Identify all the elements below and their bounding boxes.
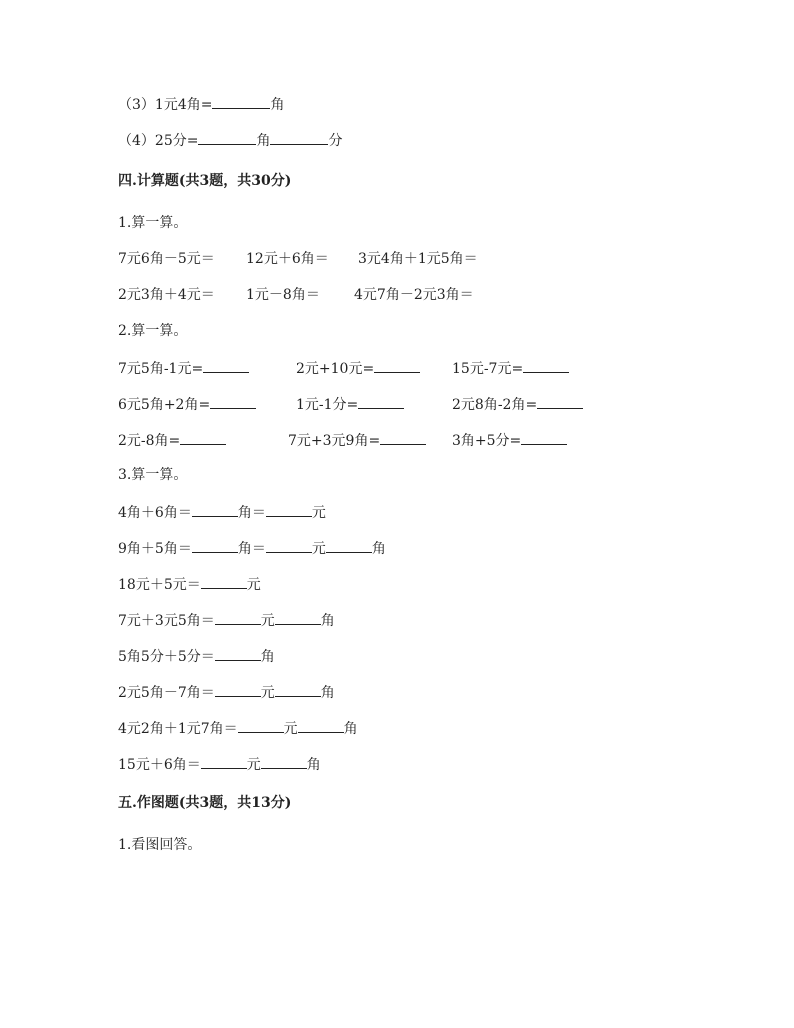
calc-unit: 角 (320, 685, 335, 701)
calc-item (452, 358, 569, 378)
answer-blank[interactable] (380, 430, 426, 445)
calc-unit: 角 (343, 721, 358, 737)
calc-item (118, 358, 249, 378)
question-3-4 (118, 130, 342, 150)
calc-unit: 角 (371, 541, 386, 557)
calc-unit: 角 (306, 757, 321, 773)
question-4-3-title: 3.算一算。 (118, 467, 188, 483)
calc-expr: 5角5分＋5分＝ (118, 649, 215, 665)
answer-blank[interactable] (275, 610, 321, 625)
question-4-2-title: 2.算一算。 (118, 323, 188, 339)
calc-expr: 9角＋5角＝ (118, 541, 192, 557)
calc-unit: 元 (246, 577, 261, 593)
calc-item: 2元3角＋4元＝ (118, 287, 215, 303)
answer-blank[interactable] (374, 358, 420, 373)
calc-item: 3元4角＋1元5角＝ (358, 251, 478, 267)
calc-expr: 15元-7元= (452, 361, 524, 377)
calc-expr: 2元+10元= (296, 361, 375, 377)
answer-blank[interactable] (326, 538, 372, 553)
q-prefix: （3）1元4角= (118, 97, 213, 113)
answer-blank[interactable] (270, 130, 328, 145)
calc-expr: 2元5角－7角＝ (118, 685, 215, 701)
calc-expr: 4角＋6角＝ (118, 505, 192, 521)
answer-blank[interactable] (537, 394, 583, 409)
fill-item (118, 682, 335, 702)
calc-unit: 角＝ (237, 541, 266, 557)
answer-blank[interactable] (192, 502, 238, 517)
calc-item (452, 430, 567, 450)
fill-item (118, 610, 335, 630)
calc-expr: 2元8角-2角= (452, 397, 538, 413)
calc-unit: 角 (320, 613, 335, 629)
question-3-3 (118, 94, 284, 114)
answer-blank[interactable] (275, 682, 321, 697)
calc-unit: 元 (283, 721, 298, 737)
q-unit: 角 (256, 133, 271, 149)
answer-blank[interactable] (203, 358, 249, 373)
answer-blank[interactable] (261, 754, 307, 769)
question-4-1-title: 1.算一算。 (118, 215, 188, 231)
answer-blank[interactable] (215, 646, 261, 661)
answer-blank[interactable] (298, 718, 344, 733)
calc-item (296, 394, 404, 414)
calc-expr: 7元5角-1元= (118, 361, 204, 377)
calc-unit: 角＝ (237, 505, 266, 521)
calc-expr: 7元+3元9角= (288, 433, 381, 449)
calc-item: 12元＋6角＝ (246, 251, 329, 267)
answer-blank[interactable] (180, 430, 226, 445)
answer-blank[interactable] (523, 358, 569, 373)
answer-blank[interactable] (212, 94, 270, 109)
calc-expr: 18元＋5元＝ (118, 577, 201, 593)
calc-item: 1元－8角＝ (246, 287, 320, 303)
fill-item (118, 502, 326, 522)
calc-item: 7元6角－5元＝ (118, 251, 215, 267)
answer-blank[interactable] (358, 394, 404, 409)
calc-unit: 元 (311, 505, 326, 521)
answer-blank[interactable] (210, 394, 256, 409)
calc-expr: 2元-8角= (118, 433, 181, 449)
answer-blank[interactable] (192, 538, 238, 553)
calc-item (288, 430, 426, 450)
calc-expr: 15元＋6角＝ (118, 757, 201, 773)
fill-item (118, 718, 358, 738)
answer-blank[interactable] (266, 502, 312, 517)
q-unit: 角 (270, 97, 285, 113)
section-4-heading: 四.计算题(共3题，共30分) (118, 173, 292, 189)
fill-item (118, 646, 275, 666)
answer-blank[interactable] (238, 718, 284, 733)
fill-item (118, 574, 261, 594)
calc-item: 4元7角－2元3角＝ (354, 287, 474, 303)
calc-unit: 元 (246, 757, 261, 773)
calc-item (296, 358, 420, 378)
section-5-heading: 五.作图题(共3题，共13分) (118, 795, 292, 811)
calc-item (118, 394, 256, 414)
answer-blank[interactable] (266, 538, 312, 553)
fill-item (118, 754, 321, 774)
calc-item (118, 430, 226, 450)
calc-expr: 6元5角+2角= (118, 397, 211, 413)
q-unit: 分 (328, 133, 343, 149)
answer-blank[interactable] (521, 430, 567, 445)
calc-item (452, 394, 583, 414)
calc-unit: 元 (260, 685, 275, 701)
answer-blank[interactable] (198, 130, 256, 145)
answer-blank[interactable] (201, 574, 247, 589)
calc-unit: 元 (311, 541, 326, 557)
answer-blank[interactable] (215, 682, 261, 697)
answer-blank[interactable] (215, 610, 261, 625)
q-prefix: （4）25分= (118, 133, 199, 149)
calc-expr: 1元-1分= (296, 397, 359, 413)
calc-unit: 元 (260, 613, 275, 629)
calc-expr: 4元2角＋1元7角＝ (118, 721, 238, 737)
fill-item (118, 538, 386, 558)
calc-expr: 7元＋3元5角＝ (118, 613, 215, 629)
calc-expr: 3角+5分= (452, 433, 522, 449)
answer-blank[interactable] (201, 754, 247, 769)
calc-unit: 角 (260, 649, 275, 665)
question-5-1-title: 1.看图回答。 (118, 837, 202, 853)
